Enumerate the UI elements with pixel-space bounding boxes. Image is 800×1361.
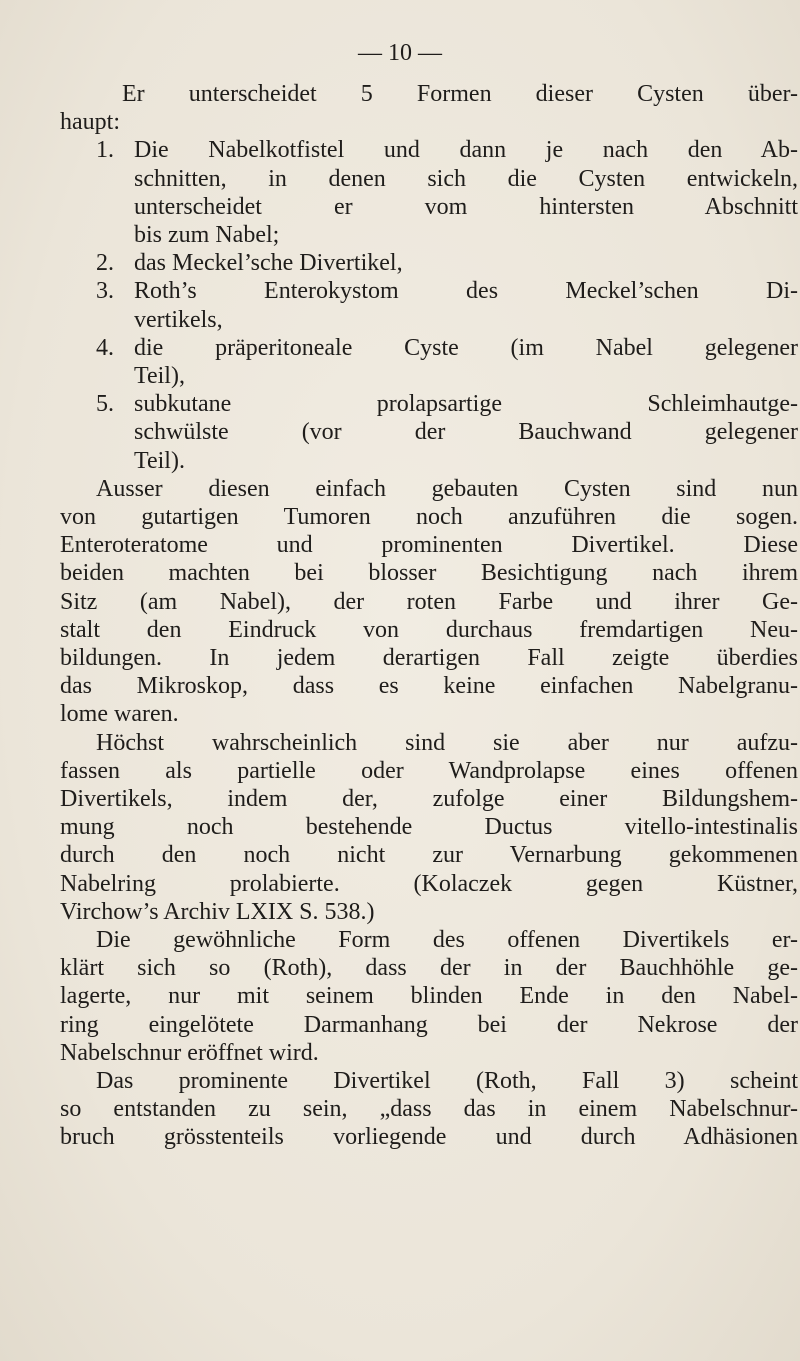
list-item-3-line-1: Roth’s Enterokystom des Meckel’schen Di- [134,278,798,305]
list-item-4-line-2: Teil), [134,363,185,389]
paragraph-1-line-6: stalt den Eindruck von durchaus fremdartigen Neu- [60,616,798,643]
list-item-5-line-3: Teil). [134,447,185,474]
paragraph-3-line-2: klärt sich so (Roth), dass der in der Bauchhöhle ge- [60,955,798,982]
list-item-1-line-4: bis zum Nabel; [134,222,280,248]
list-item-4-line-1: die präperitoneale Cyste (im Nabel gelegener [134,334,798,361]
paragraph-3-line-3: lagerte, nur mit seinem blinden Ende in den Nabel- [60,983,798,1010]
paragraph-2-line-7: Virchow’s Archiv LXIX S. 538.) [60,898,375,925]
paragraph-1-line-7: bildungen. In jedem derartigen Fall zeigte überdies [60,645,798,671]
paragraph-2-line-6: Nabelring prolabierte. (Kolaczek gegen Küstner, [60,870,798,897]
list-number-4: 4. [96,334,114,361]
list-item-5-line-1: subkutane prolapsartige Schleimhautge- [134,391,798,418]
list-number-3: 3. [96,278,114,305]
paragraph-3-line-4: ring eingelötete Darmanhang bei der Nekrose der [60,1011,798,1038]
intro-line-1: Er unterscheidet 5 Formen dieser Cysten über- [122,81,798,107]
paragraph-1-line-1: Ausser diesen einfach gebauten Cysten sind nun [96,475,798,502]
paragraph-2-line-5: durch den noch nicht zur Vernarbung gekommenen [60,842,798,869]
paragraph-1-line-3: Enteroteratome und prominenten Divertikel. Diese [60,532,798,559]
paragraph-4-line-3: bruch grösstenteils vorliegende und durch Adhäsionen [60,1124,798,1151]
paragraph-3-line-1: Die gewöhnliche Form des offenen Divertikels er- [96,927,798,953]
list-item-3-line-2: vertikels, [134,306,223,333]
list-item-1-line-2: schnitten, in denen sich die Cysten entwickeln, [134,165,798,192]
paragraph-3-line-5: Nabelschnur eröffnet wird. [60,1039,319,1066]
intro-line-2: haupt: [60,109,120,136]
paragraph-1-line-5: Sitz (am Nabel), der roten Farbe und ihrer Ge- [60,588,798,615]
paragraph-1-line-9: lome waren. [60,701,179,728]
paragraph-4-line-1: Das prominente Divertikel (Roth, Fall 3) scheint [96,1068,798,1094]
paragraph-4-line-2: so entstanden zu sein, „dass das in einem Nabelschnur- [60,1096,798,1123]
paragraph-2-line-4: mung noch bestehende Ductus vitello-intestinalis [60,814,798,841]
list-number-1: 1. [96,137,114,164]
paragraph-1-line-8: das Mikroskop, dass es keine einfachen Nabelgranu- [60,673,798,700]
paragraph-2-line-2: fassen als partielle oder Wandprolapse eines offenen [60,757,798,784]
list-item-2-line-1: das Meckel’sche Divertikel, [134,250,403,277]
list-item-1-line-3: unterscheidet er vom hintersten Abschnitt [134,193,798,220]
paragraph-1-line-4: beiden machten bei blosser Besichtigung nach ihrem [60,560,798,587]
paragraph-2-line-3: Divertikels, indem der, zufolge einer Bildungshem- [60,786,798,812]
paragraph-1-line-2: von gutartigen Tumoren noch anzuführen die sogen. [60,504,798,530]
list-number-5: 5. [96,391,114,418]
list-number-2: 2. [96,250,114,277]
paragraph-2-line-1: Höchst wahrscheinlich sind sie aber nur aufzu- [96,729,798,756]
list-item-5-line-2: schwülste (vor der Bauchwand gelegener [134,419,798,446]
list-item-1-line-1: Die Nabelkotfistel und dann je nach den Ab- [134,137,798,164]
page-number: — 10 — [358,40,442,66]
